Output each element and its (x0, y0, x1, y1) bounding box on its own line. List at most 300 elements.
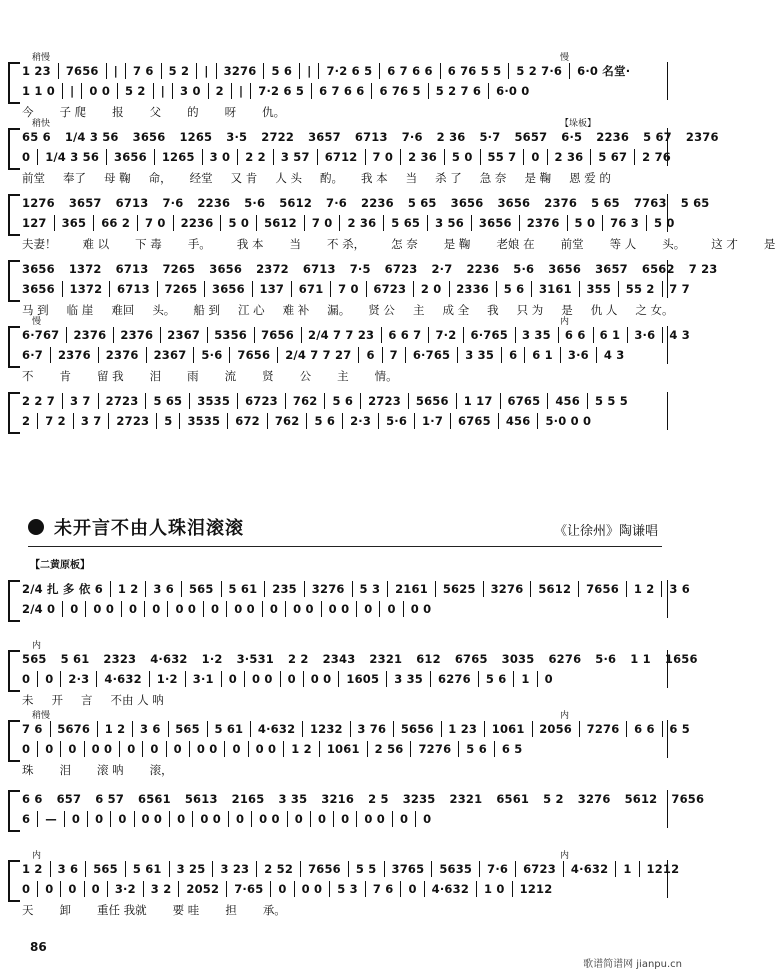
note-group: 355 (586, 282, 612, 296)
note-group: 7 0 (311, 216, 333, 230)
lyric-word: 仇 人 (590, 303, 618, 317)
note-group: 2/4 7 7 27 (285, 348, 352, 362)
system-brace (8, 392, 20, 434)
lyric-word: 的 (187, 105, 199, 119)
note-group: 6 7 6 6 (387, 64, 433, 78)
note-group: 612 (416, 652, 441, 666)
note-group: 6561 (138, 792, 171, 806)
barline (587, 393, 588, 409)
note-group: 2376 (526, 216, 560, 230)
barline (60, 671, 61, 687)
lyric-word: 未 (22, 693, 34, 707)
note-group: 0 (45, 742, 54, 756)
note-group: 6712 (324, 150, 358, 164)
note-group: 0 (544, 672, 553, 686)
note-group: 0 (235, 812, 245, 826)
lyric-word: 头。 (662, 237, 686, 251)
note-group: 5 0 (228, 216, 250, 230)
note-group: 2236 (197, 196, 231, 210)
note-group: 5 2 (168, 64, 190, 78)
note-group: 6·765 (470, 328, 508, 342)
note-group: 5676 (57, 722, 91, 736)
barline (256, 861, 257, 877)
lyric-word: 只 为 (516, 303, 544, 317)
barline (294, 881, 295, 897)
note-group: 3656 (209, 262, 243, 276)
barline (193, 347, 194, 363)
note-group: 2 52 (264, 862, 294, 876)
barline (144, 601, 145, 617)
barline (496, 281, 497, 297)
melody-staff-line (22, 790, 705, 808)
note-group: 0 0 (259, 812, 280, 826)
note-group: 3 0 (180, 84, 201, 98)
melody-staff-line (22, 326, 690, 344)
note-group: 672 (235, 414, 260, 428)
lyric-word: 肯 (59, 369, 71, 383)
note-group: 2367 (167, 328, 201, 342)
barline (456, 393, 457, 409)
barline (291, 281, 292, 297)
note-group: 6 5 (669, 722, 690, 736)
note-group: 6723 (384, 262, 418, 276)
barline (62, 281, 63, 297)
barline (371, 83, 372, 99)
melody-staff-line (22, 860, 690, 878)
lyric-word: 贤 公 (368, 303, 395, 317)
note-group: 5·7 (479, 130, 501, 144)
note-group: 3276 (577, 792, 611, 806)
barline (319, 741, 320, 757)
note-group: 456 (505, 414, 531, 428)
note-group: 7 0 (145, 216, 166, 230)
note-group: 7276 (418, 742, 452, 756)
lyric-word: 泪 (59, 763, 71, 777)
barline (547, 149, 548, 165)
note-group: 0 (95, 812, 104, 826)
note-group: 5 61 (60, 652, 90, 666)
barline (662, 281, 663, 297)
note-group: 3 6 (669, 582, 690, 596)
note-group: 5·0 0 0 (545, 414, 592, 428)
note-group: 5·6 (513, 262, 535, 276)
note-group: 3535 (187, 414, 221, 428)
note-group: 7276 (586, 722, 620, 736)
accompaniment-staff-line (22, 880, 690, 898)
note-group: 2·7 (431, 262, 453, 276)
lyric-word: 公 (299, 369, 312, 383)
note-group: 127 (22, 216, 47, 230)
note-group: 76 3 (610, 216, 639, 230)
accompaniment-staff-line (22, 670, 690, 688)
note-group: 5 0 (451, 150, 473, 164)
lyric-word: 船 到 (193, 303, 220, 317)
lyric-word: 是 鞠 (443, 237, 471, 251)
barline (393, 721, 394, 737)
note-group: 1 1 0 (22, 84, 56, 98)
performance-mark: 稍慢 (32, 53, 51, 63)
note-group: 5 2 (125, 84, 146, 98)
note-group: 5625 (442, 582, 476, 596)
barline (310, 811, 311, 827)
note-group: 65 6 (22, 130, 51, 144)
note-group: 2376 (73, 328, 107, 342)
barline (494, 741, 495, 757)
note-group: 2376 (685, 130, 719, 144)
note-group: 0 0 (89, 84, 111, 98)
note-group: 0 (177, 812, 186, 826)
note-group: 7·6 (162, 196, 184, 210)
note-group: 5 3 (359, 582, 381, 596)
barline (384, 861, 385, 877)
note-group: 6 6 (564, 328, 586, 342)
barline (156, 413, 157, 429)
lyric-word: 天 (22, 903, 34, 917)
barline (178, 881, 179, 897)
barline (189, 393, 190, 409)
note-group: 0 0 (310, 672, 332, 686)
barline (256, 215, 257, 231)
barline (119, 741, 120, 757)
barline (98, 393, 99, 409)
note-group: 3161 (538, 282, 572, 296)
note-group: 0 (22, 150, 31, 164)
barline (383, 215, 384, 231)
performance-mark: 【垛板】 (560, 119, 597, 129)
system-brace (8, 580, 20, 622)
lyric-word: 急 奈 (479, 171, 507, 185)
barline (515, 861, 516, 877)
barline (125, 861, 126, 877)
barline (646, 215, 647, 231)
note-group: 2 36 (554, 150, 584, 164)
note-group: 0 (341, 812, 350, 826)
note-group: 5·6 (201, 348, 223, 362)
note-group: 1·2 (156, 672, 178, 686)
note-group: 0 (118, 812, 127, 826)
note-group: 3·5 (226, 130, 248, 144)
note-group: 2 36 (436, 130, 466, 144)
note-group: 1 0 (484, 882, 505, 896)
note-group: 5 61 (228, 582, 258, 596)
note-group: 5 2 (543, 792, 564, 806)
note-group: 5612 (264, 216, 297, 230)
lyric-word: 不 (22, 369, 34, 383)
note-group: 3656 (22, 262, 55, 276)
note-group: 5 5 5 (594, 394, 628, 408)
lyric-word: 滚 呐 (97, 763, 124, 777)
lyric-word: 杀 了 (435, 171, 462, 185)
performance-mark: 内 (560, 711, 570, 721)
barline (189, 741, 190, 757)
barline (352, 581, 353, 597)
lyric-word: 夫妻！ (22, 237, 57, 251)
note-group: 1 2 (291, 742, 312, 756)
lyrics-line (22, 236, 775, 251)
lyric-word: 要 哇 (172, 903, 200, 917)
performance-mark: 稍慢 (32, 711, 51, 721)
lyric-word: 子 爬 (59, 105, 87, 119)
note-group: 3535 (197, 394, 231, 408)
barline (435, 581, 436, 597)
note-group: 671 (298, 282, 324, 296)
barline (208, 83, 209, 99)
note-group: 1061 (491, 722, 525, 736)
note-group: 5657 (514, 130, 548, 144)
note-group: 5 61 (132, 862, 162, 876)
barline (149, 671, 150, 687)
barline (457, 347, 458, 363)
performance-mark: 慢 (560, 53, 570, 63)
barline (37, 149, 38, 165)
note-group: 0 0 (196, 742, 218, 756)
note-group: 6723 (523, 862, 556, 876)
note-group: 5612 (538, 582, 572, 596)
note-group: 5 (164, 414, 173, 428)
accompaniment-staff-line (22, 600, 690, 618)
lyric-word: 开 (51, 693, 63, 707)
barline (304, 581, 305, 597)
barline (537, 413, 538, 429)
lyrics-line (22, 302, 690, 316)
barline (220, 215, 221, 231)
performance-mark: 慢 (32, 317, 42, 327)
performance-mark: 内 (32, 641, 42, 651)
note-group: 2 36 (408, 150, 437, 164)
accompaniment-staff-line (22, 280, 690, 298)
note-group: 2321 (369, 652, 403, 666)
barline (560, 347, 561, 363)
lyric-word: 是 (561, 303, 573, 317)
note-group: 6 6 (634, 722, 655, 736)
lyric-word: 主 (337, 369, 349, 383)
barline (161, 63, 162, 79)
barline (169, 861, 170, 877)
note-group: 7656 (261, 328, 294, 342)
barline (523, 149, 524, 165)
note-group: 1 2 (633, 582, 655, 596)
barline (488, 83, 489, 99)
barline (85, 601, 86, 617)
note-group: 5613 (184, 792, 218, 806)
barline (626, 581, 627, 597)
note-group: 2376 (120, 328, 154, 342)
note-group: 2 56 (374, 742, 404, 756)
lyric-word: 之 女。 (635, 303, 674, 317)
barline (132, 721, 133, 737)
note-group: 137 (259, 282, 285, 296)
barline (283, 741, 284, 757)
note-group: 5 6 (271, 64, 293, 78)
note-group: 0 0 (175, 602, 197, 616)
lyric-word: 父 (149, 105, 162, 119)
lyric-word: 呀 (224, 105, 237, 119)
lyrics-line (22, 902, 690, 916)
note-group: 6276 (438, 672, 471, 686)
note-group: 6723 (373, 282, 407, 296)
note-group: — (45, 812, 57, 826)
barline (154, 149, 155, 165)
barline (410, 741, 411, 757)
barline (317, 149, 318, 165)
barline (244, 671, 245, 687)
barline (167, 601, 168, 617)
barline (356, 601, 357, 617)
melody-staff-line (22, 62, 690, 80)
note-group: 2052 (186, 882, 220, 896)
note-group: 0 (408, 882, 417, 896)
note-group: 1 2 (22, 862, 43, 876)
barline (50, 861, 51, 877)
barline (304, 215, 305, 231)
note-group: 3276 (490, 582, 524, 596)
note-group: 6 6 (22, 792, 43, 806)
lyric-word: 漏。 (327, 303, 351, 317)
note-group: 0 (91, 882, 100, 896)
barline (267, 413, 268, 429)
note-group: 3·6 (634, 328, 656, 342)
note-group: 3 6 (139, 722, 161, 736)
barline (106, 149, 107, 165)
note-group: 2 36 (347, 216, 377, 230)
note-group: 565 (188, 582, 214, 596)
note-group: 2 76 (642, 150, 671, 164)
note-group: 6·7 (22, 348, 43, 362)
barline (500, 393, 501, 409)
barline (471, 215, 472, 231)
note-group: 5656 (415, 394, 449, 408)
barline (169, 811, 170, 827)
barline (379, 63, 380, 79)
barline (590, 149, 591, 165)
lyric-word: 承。 (262, 903, 286, 917)
note-group: 4 3 (603, 348, 625, 362)
barline (450, 413, 451, 429)
note-group: 5 67 (598, 150, 628, 164)
barline (484, 721, 485, 737)
note-group: 2367 (153, 348, 187, 362)
melody-staff-line (22, 128, 719, 146)
note-group: 6765 (454, 652, 488, 666)
note-group: 0 0 (200, 812, 221, 826)
lyrics-line (22, 368, 690, 382)
note-group: 3 35 (465, 348, 495, 362)
note-group: 0 0 (364, 812, 385, 826)
lyric-word: 奉了 (63, 171, 86, 185)
note-group: 2323 (103, 652, 137, 666)
barline (567, 215, 568, 231)
system-brace (8, 860, 20, 902)
barline (58, 63, 59, 79)
note-group: | (160, 84, 166, 98)
note-group: 6·765 (412, 348, 451, 362)
barline (264, 581, 265, 597)
barline (202, 149, 203, 165)
note-group: 4·632 (257, 722, 296, 736)
note-group: 3·1 (192, 672, 214, 686)
note-group: 3 0 (209, 150, 231, 164)
barline (531, 281, 532, 297)
barline (270, 881, 271, 897)
note-group: 5·6 (386, 414, 408, 428)
barline (227, 413, 228, 429)
note-group: | (70, 84, 75, 98)
melody-staff-line (22, 392, 690, 410)
note-group: 5 3 (337, 882, 358, 896)
barline (237, 393, 238, 409)
barline (221, 581, 222, 597)
note-group: 0 (228, 672, 237, 686)
note-group: 0 (152, 602, 161, 616)
barline (379, 601, 380, 617)
barline (634, 149, 635, 165)
lyric-word: 报 (112, 105, 124, 119)
lyric-word: 怎 奈 (391, 237, 418, 251)
note-group: 3·2 (114, 882, 136, 896)
barline (427, 215, 428, 231)
note-group: 0 (150, 742, 159, 756)
note-group: 2376 (544, 196, 578, 210)
lyric-word: 难 以 (82, 237, 110, 251)
note-group: 6 1 (599, 328, 621, 342)
note-group: 0 (22, 882, 31, 896)
barline (145, 393, 146, 409)
barline (203, 601, 204, 617)
lyric-word: 母 鞠 (104, 171, 131, 185)
note-group: 3 23 (220, 862, 250, 876)
barline (93, 215, 94, 231)
barline (228, 811, 229, 827)
note-group: | (238, 84, 244, 98)
barline (306, 413, 307, 429)
note-group: 1/4 3 56 (64, 130, 119, 144)
lyric-word: 手。 (187, 237, 211, 251)
note-group: 6 76 5 (379, 84, 421, 98)
note-group: 6 57 (95, 792, 125, 806)
note-group: 1·2 (201, 652, 223, 666)
note-group: 5 6 (485, 672, 507, 686)
barline (513, 671, 514, 687)
lyric-word: 我 (487, 303, 499, 317)
note-group: 6 7 6 6 (319, 84, 365, 98)
barline (350, 721, 351, 737)
barline (50, 721, 51, 737)
note-group: 7 2 (45, 414, 66, 428)
note-group: 1 2 (117, 582, 139, 596)
lyric-word: 卸 (59, 903, 71, 917)
lyric-word: 仇。 (262, 105, 286, 119)
note-group: 4·632 (431, 882, 470, 896)
note-group: 7·6 (487, 862, 509, 876)
note-group: 3·531 (236, 652, 274, 666)
note-group: 0 0 (255, 742, 277, 756)
note-group: 2321 (449, 792, 483, 806)
note-group: 6713 (302, 262, 336, 276)
accompaniment-staff-line (22, 740, 690, 758)
barline (226, 601, 227, 617)
note-group: 2236 (466, 262, 500, 276)
note-group: 5 65 (153, 394, 183, 408)
lyric-word: 我 本 (360, 171, 388, 185)
note-group: 3 57 (280, 150, 310, 164)
barline (431, 861, 432, 877)
note-group: 0 (22, 672, 31, 686)
barline (498, 413, 499, 429)
lyric-word: 等 人 (609, 237, 637, 251)
note-group: 7 6 (133, 64, 154, 78)
barline (479, 861, 480, 877)
barline (524, 347, 525, 363)
